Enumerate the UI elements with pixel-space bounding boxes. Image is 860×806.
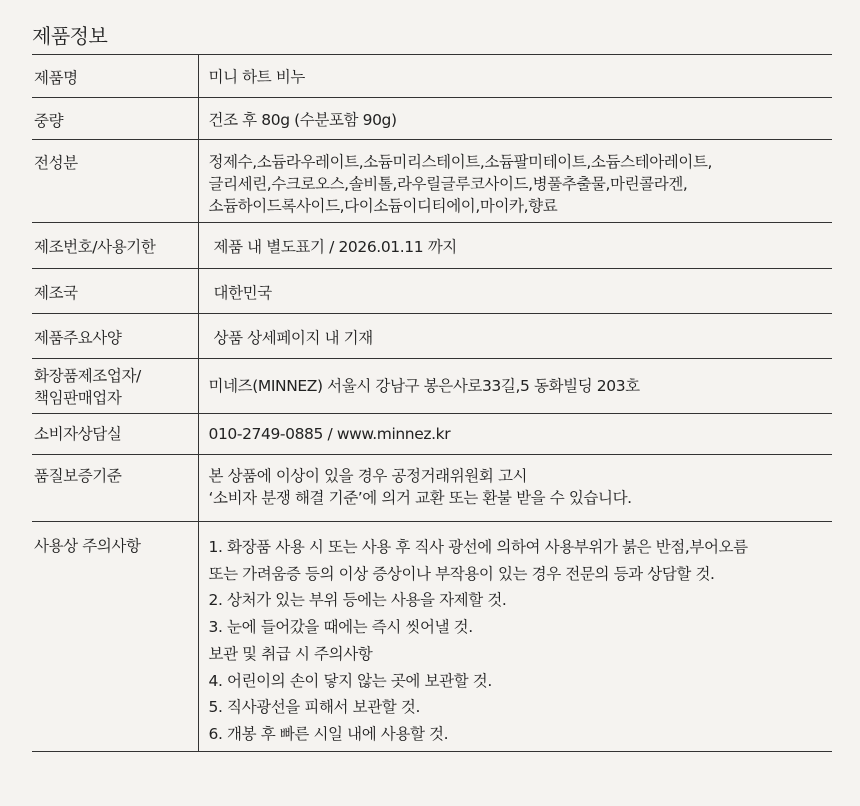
product-info-table bbox=[32, 54, 832, 752]
value-line: 본 상품에 이상이 있을 경우 공정거래위원회 고시 bbox=[208, 467, 528, 485]
row-value bbox=[198, 55, 832, 98]
value-line: 010-2749-0885 / www.minnez.kr bbox=[208, 425, 451, 443]
value-line: 미니 하트 비누 bbox=[208, 68, 305, 86]
value-line: 건조 후 80g (수분포함 90g) bbox=[208, 111, 397, 129]
value-line: 2. 상처가 있는 부위 등에는 사용을 자제할 것. bbox=[208, 591, 507, 610]
label-line: 화장품제조업자/ bbox=[34, 367, 141, 385]
row-value bbox=[198, 269, 832, 314]
value-line: 글리세린,수크로오스,솔비톨,라우릴글루코사이드,병풀추출물,마린콜라겐, bbox=[208, 175, 688, 193]
value-line: ‘소비자 분쟁 해결 기준’에 의거 교환 또는 환불 받을 수 있습니다. bbox=[208, 489, 632, 507]
value-line: 제품 내 별도표기 / 2026.01.11 까지 bbox=[213, 238, 457, 256]
value-line: 또는 가려움증 등의 이상 증상이나 부작용이 있는 경우 전문의 등과 상담할 것. bbox=[208, 564, 715, 583]
row-lot-expiry bbox=[32, 223, 832, 269]
row-value bbox=[198, 223, 832, 269]
value-line: 5. 직사광선을 피해서 보관할 것. bbox=[208, 698, 421, 717]
row-manufacturer bbox=[32, 359, 832, 414]
row-label: 전성분 bbox=[32, 140, 198, 223]
value-line: 미네즈(MINNEZ) 서울시 강남구 봉은사로33길,5 동화빌딩 203호 bbox=[208, 377, 640, 395]
row-value bbox=[198, 140, 832, 223]
row-value bbox=[198, 414, 832, 455]
row-label: 사용상 주의사항 bbox=[32, 522, 198, 752]
row-label: 제조번호/사용기한 bbox=[32, 223, 198, 269]
row-label: 제조국 bbox=[32, 269, 198, 314]
row-weight bbox=[32, 98, 832, 140]
value-line: 상품 상세페이지 내 기재 bbox=[213, 329, 373, 347]
value-line: 1. 화장품 사용 시 또는 사용 후 직사 광선에 의하여 사용부위가 붉은 반점,부어오름 bbox=[208, 538, 748, 556]
row-label: 제품명 bbox=[32, 55, 198, 98]
row-label: 품질보증기준 bbox=[32, 455, 198, 522]
value-line: 보관 및 취급 시 주의사항 bbox=[208, 644, 373, 663]
section-title: 제품정보 bbox=[32, 24, 108, 48]
row-value bbox=[198, 522, 832, 752]
value-line: 정제수,소듐라우레이트,소듐미리스테이트,소듐팔미테이트,소듐스테아레이트, bbox=[208, 153, 713, 171]
value-line: 소듐하이드록사이드,다이소듐이디티에이,마이카,향료 bbox=[208, 197, 558, 215]
row-product-name bbox=[32, 55, 832, 98]
product-info-section bbox=[32, 0, 832, 752]
row-ingredients bbox=[32, 140, 832, 223]
row-value bbox=[198, 98, 832, 140]
row-value bbox=[198, 455, 832, 522]
value-line: 3. 눈에 들어갔을 때에는 즉시 씻어낼 것. bbox=[208, 618, 473, 637]
row-country bbox=[32, 269, 832, 314]
row-main-spec bbox=[32, 314, 832, 359]
row-label: 중량 bbox=[32, 98, 198, 140]
row-customer-service bbox=[32, 414, 832, 455]
row-label bbox=[32, 359, 198, 414]
row-label: 제품주요사양 bbox=[32, 314, 198, 359]
row-label: 소비자상담실 bbox=[32, 414, 198, 455]
value-line: 6. 개봉 후 빠른 시일 내에 사용할 것. bbox=[208, 724, 449, 743]
value-line: 4. 어린이의 손이 닿지 않는 곳에 보관할 것. bbox=[208, 671, 492, 690]
row-quality-guarantee bbox=[32, 455, 832, 522]
value-line: 대한민국 bbox=[213, 284, 272, 302]
row-precautions bbox=[32, 522, 832, 752]
row-value bbox=[198, 359, 832, 414]
label-line: 책임판매업자 bbox=[34, 389, 122, 407]
row-value bbox=[198, 314, 832, 359]
